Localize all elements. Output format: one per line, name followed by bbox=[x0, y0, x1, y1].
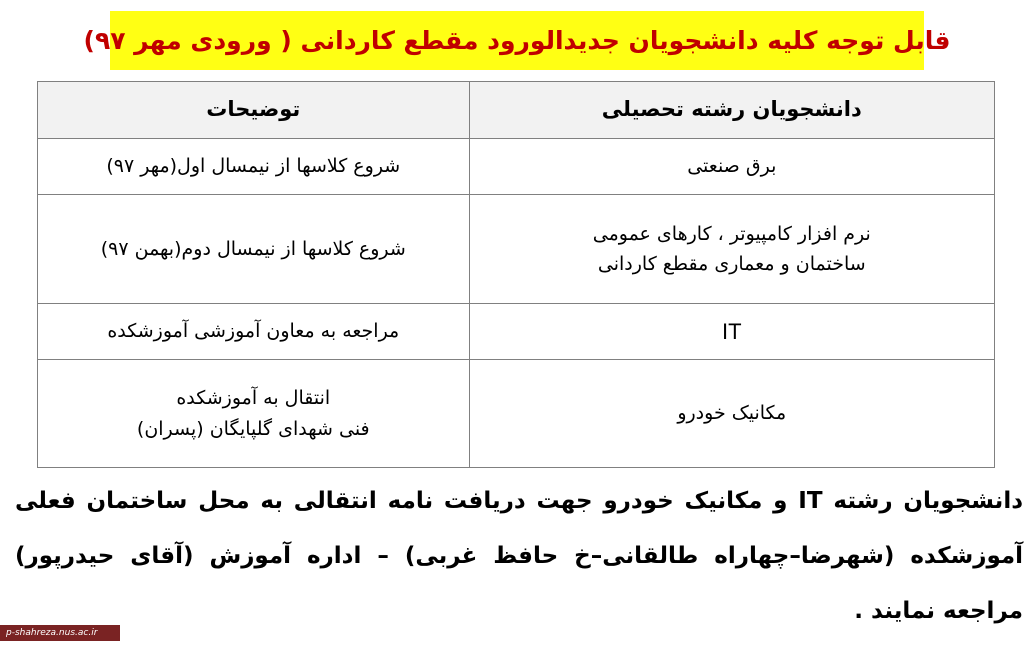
notice-paragraph: دانشجویان رشته IT و مکانیک خودرو جهت دریافت نامه انتقالی به محل ساختمان فعلی آموزشکده (شهرضا–چهاراه طالقانی–خ حافظ غربی) – اداره آموزش (آقای حیدرپور) مراجعه نمایند . bbox=[15, 488, 1024, 624]
cell-line: مکانیک خودرو bbox=[677, 402, 787, 425]
page-title: قابل توجه کلیه دانشجویان جدیدالورود مقطع کاردانی ( ورودی مهر ۹۷) bbox=[110, 11, 924, 70]
cell-field bbox=[469, 360, 994, 468]
cell-desc bbox=[38, 304, 470, 360]
cell-line: برق صنعتی bbox=[687, 155, 777, 178]
table-row bbox=[38, 139, 995, 195]
cell-line: انتقال به آموزشکده bbox=[176, 387, 331, 410]
site-watermark: p-shahreza.nus.ac.ir bbox=[0, 625, 120, 641]
cell-field bbox=[469, 139, 994, 195]
table-row bbox=[38, 304, 995, 360]
cell-line: مراجعه به معاون آموزشی آموزشکده bbox=[107, 320, 400, 343]
header-desc: توضیحات bbox=[38, 82, 470, 139]
cell-line: IT bbox=[722, 318, 742, 344]
cell-line: ساختمان و معماری مقطع کاردانی bbox=[597, 253, 866, 275]
table-row bbox=[38, 360, 995, 468]
cell-line: نرم افزار کامپیوتر ، کارهای عمومی bbox=[592, 222, 871, 245]
cell-line: شروع کلاسها از نیمسال اول(مهر ۹۷) bbox=[106, 155, 401, 178]
cell-line: شروع کلاسها از نیمسال دوم(بهمن ۹۷) bbox=[100, 237, 406, 260]
cell-line: فنی شهدای گلپایگان (پسران) bbox=[136, 417, 370, 440]
table-row bbox=[38, 195, 995, 304]
cell-field bbox=[469, 195, 994, 304]
programs-table bbox=[37, 81, 995, 468]
header-field: دانشجویان رشته تحصیلی bbox=[469, 82, 994, 139]
cell-desc bbox=[38, 360, 470, 468]
cell-desc bbox=[38, 139, 470, 195]
cell-field bbox=[469, 304, 994, 360]
table-header-row bbox=[38, 82, 995, 139]
cell-desc bbox=[38, 195, 470, 304]
